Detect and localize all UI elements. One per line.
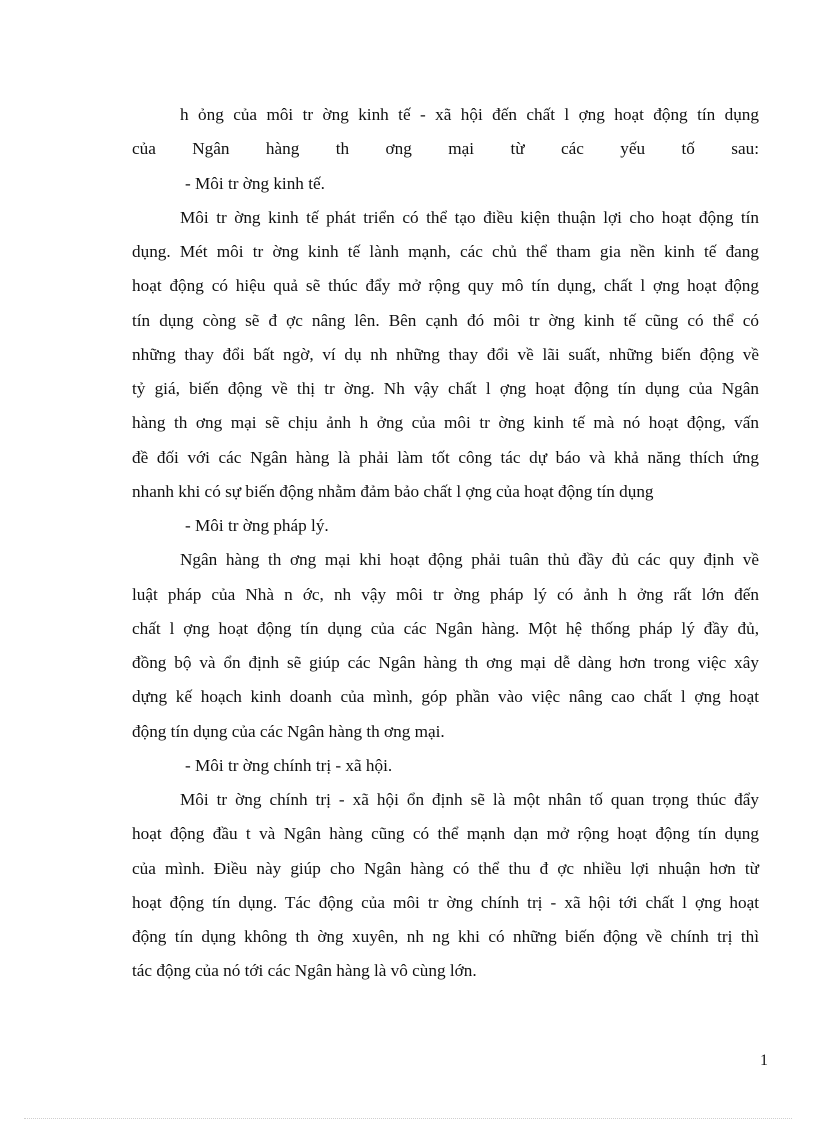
page-number: 1 bbox=[760, 1052, 768, 1069]
text-line: dựng kế hoạch kinh doanh của mình, góp phần vào việc nâng cao chất l ợng hoạt bbox=[132, 687, 759, 707]
text-line: tín dụng còng sẽ đ ợc nâng lên. Bên cạnh đó môi tr ờng kinh tế cũng có thể có bbox=[132, 310, 759, 330]
text-line: dụng. Mét môi tr ờng kinh tế lành mạnh, các chủ thể tham gia nền kinh tế đang bbox=[132, 242, 759, 261]
text-line: tỷ giá, biến động về thị tr ờng. Nh vậy chất l ợng hoạt động tín dụng của Ngân bbox=[132, 379, 759, 398]
text-line: luật pháp của Nhà n ớc, nh vậy môi tr ờng pháp lý có ảnh h ởng rất lớn đến bbox=[132, 584, 759, 604]
text-line: đồng bộ và ổn định sẽ giúp các Ngân hàng th ơng mại dễ dàng hơn trong việc xây bbox=[132, 653, 759, 672]
text-line: chất l ợng hoạt động tín dụng của các Ngân hàng. Một hệ thống pháp lý đầy đủ, bbox=[132, 618, 759, 638]
text-line: h ỏng của môi tr ờng kinh tế - xã hội đến chất l ợng hoạt động tín dụng bbox=[180, 105, 759, 124]
text-line: những thay đổi bất ngờ, ví dụ nh những thay đổi về lãi suất, những biến động về bbox=[132, 344, 759, 364]
section-heading: - Môi tr ờng chính trị - xã hội. bbox=[185, 755, 393, 775]
text-line: tác động của nó tới các Ngân hàng là vô cùng lớn. bbox=[132, 961, 477, 981]
body-text bbox=[132, 98, 759, 989]
text-line: đề đối với các Ngân hàng là phải làm tốt công tác dự báo và khả năng thích ứng bbox=[132, 447, 759, 467]
text-line: nhanh khi có sự biến động nhằm đảm bảo chất l ợng của hoạt động tín dụng bbox=[132, 481, 654, 501]
text-line: hoạt động tín dụng. Tác động của môi tr ờng chính trị - xã hội tới chất l ợng hoạt bbox=[132, 892, 759, 912]
text-line: Ngân hàng th ơng mại khi hoạt động phải tuân thủ đầy đủ các quy định về bbox=[180, 550, 759, 570]
text-line: hoạt động đầu t và Ngân hàng cũng có thể mạnh dạn mở rộng hoạt động tín dụng bbox=[132, 824, 759, 844]
section-heading: - Môi tr ờng kinh tế. bbox=[185, 173, 325, 193]
page-bottom-divider bbox=[24, 1118, 792, 1119]
text-line: động tín dụng của các Ngân hàng th ơng mại. bbox=[132, 721, 445, 741]
text-line: động tín dụng không th ờng xuyên, nh ng khi có những biến động về chính trị thì bbox=[132, 927, 759, 946]
text-line: của Ngân hàng th ơng mại từ các yếu tố sau: bbox=[132, 139, 759, 159]
text-line: Môi tr ờng kinh tế phát triển có thể tạo điều kiện thuận lợi cho hoạt động tín bbox=[180, 207, 759, 227]
text-line: của mình. Điều này giúp cho Ngân hàng có thể thu đ ợc nhiều lợi nhuận hơn từ bbox=[132, 858, 759, 878]
text-line: hoạt động có hiệu quả sẽ thúc đẩy mở rộng quy mô tín dụng, chất l ợng hoạt động bbox=[132, 276, 759, 296]
text-line: Môi tr ờng chính trị - xã hội ổn định sẽ là một nhân tố quan trọng thúc đẩy bbox=[180, 790, 759, 809]
text-line: hàng th ơng mại sẽ chịu ảnh h ởng của môi tr ờng kinh tế mà nó hoạt động, vấn bbox=[132, 413, 759, 433]
section-heading: - Môi tr ờng pháp lý. bbox=[185, 516, 329, 535]
